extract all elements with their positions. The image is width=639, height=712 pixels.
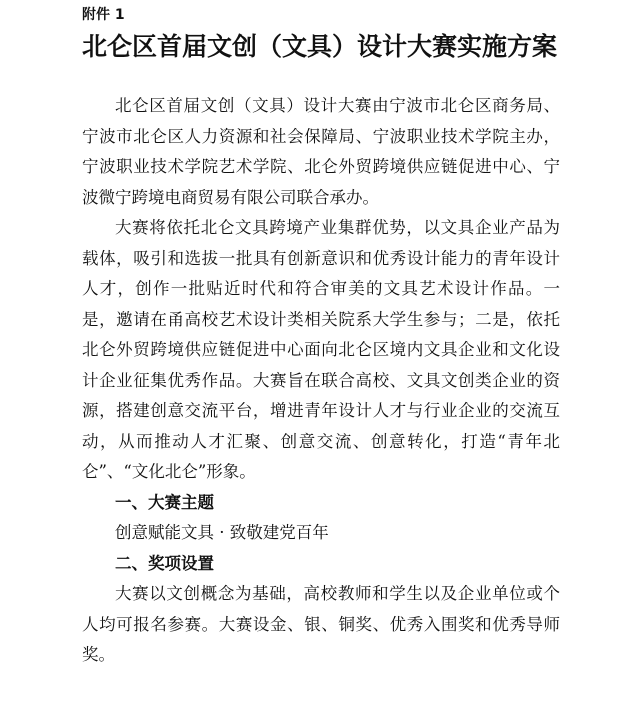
attachment-label: 附件 1 xyxy=(82,7,125,23)
document-title: 北仑区首届文创（文具）设计大赛实施方案 xyxy=(81,32,557,61)
section-heading-awards: 二、奖项设置 xyxy=(115,553,214,573)
paragraph-awards: 大赛以文创概念为基础，高校教师和学生以及企业单位或个人均可报名参赛。大赛设金、银、铜奖、优秀入围奖和优秀导师奖。 xyxy=(82,584,560,664)
paragraph-organizers: 北仑区首届文创（文具）设计大赛由宁波市北仑区商务局、宁波市北仑区人力资源和社会保障局、宁波职业技术学院主办，宁波职业技术学院艺术学院、北仑外贸跨境供应链促进中心、宁波微宁跨境电商贸易有限公司联合承办。 xyxy=(82,96,560,207)
paragraph-overview: 大赛将依托北仑文具跨境产业集群优势，以文具企业产品为载体，吸引和选拔一批具有创新意识和优秀设计能力的青年设计人才，创作一批贴近时代和符合审美的文具艺术设计作品。一是，邀请在甬高校艺术设计类相关院系大学生参与；二是，依托北仑外贸跨境供应链促进中心面向北仑区境内文具企业和文化设计企业征集优秀作品。大赛旨在联合高校、文具文创类企业的资源，搭建创意交流平台，增进青年设计人才与行业企业的交流互动，从而推动人才汇聚、创意交流、创意转化，打造“青年北仑”、“文化北仑”形象。 xyxy=(82,218,560,481)
document-body xyxy=(82,91,560,671)
theme-text: 创意赋能文具 · 致敬建党百年 xyxy=(115,523,329,542)
section-heading-theme: 一、大赛主题 xyxy=(115,492,214,512)
